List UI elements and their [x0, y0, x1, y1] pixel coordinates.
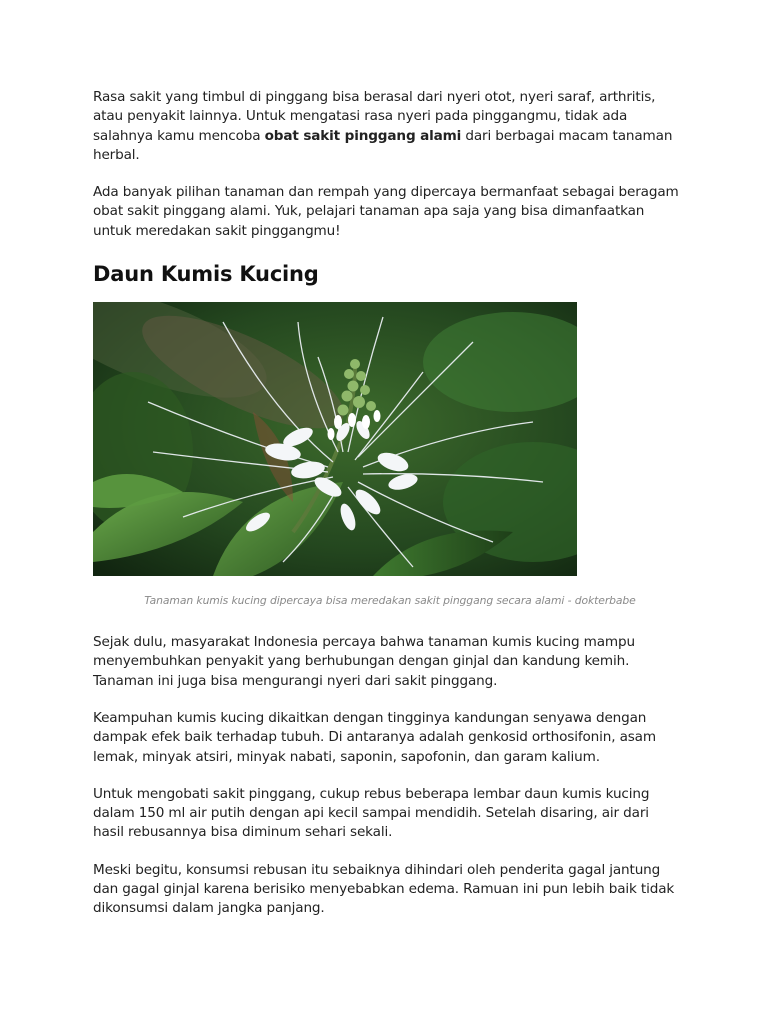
intro-paragraph-2: Ada banyak pilihan tanaman dan rempah yang dipercaya bermanfaat sebagai beragam obat sakit pinggang alami. Yuk, pelajari tanaman apa saja yang bisa dimanfaatkan untuk meredakan sakit pinggangmu! [93, 184, 679, 239]
intro-text-end: dari berbagai macam tanaman herbal. [93, 127, 673, 163]
flower-illustration [93, 302, 577, 576]
content-paragraph-4: Meski begitu, konsumsi rebusan itu sebaiknya dihindari oleh penderita gagal jantung dan gagal ginjal karena berisiko menyebabkan edema. Ramuan ini pun lebih baik tidak dikonsumsi dalam jangka panjang. [93, 861, 675, 917]
article-body [93, 88, 683, 937]
content-paragraph-3: Untuk mengobati sakit pinggang, cukup rebus beberapa lembar daun kumis kucing dalam 150 ml air putih dengan api kecil sampai mendidih. Setelah disaring, air dari hasil rebusannya bisa diminum sehari sekali. [93, 785, 650, 841]
content-paragraph-1: Sejak dulu, masyarakat Indonesia percaya bahwa tanaman kumis kucing mampu menyembuhkan penyakit yang berhubungan dengan ginjal dan kandung kemih. Tanaman ini juga bisa mengurangi nyeri dari sakit pinggang. [93, 634, 635, 689]
section-heading: Daun Kumis Kucing [93, 262, 319, 287]
content-paragraph-2: Keampuhan kumis kucing dikaitkan dengan tingginya kandungan senyawa dengan dampak efek baik terhadap tubuh. Di antaranya adalah genkosid orthosifonin, asam lemak, minyak atsiri, minyak nabati, saponin, sapofonin, dan garam kalium. [93, 709, 656, 765]
highlight-link-text: obat sakit pinggang alami [264, 127, 462, 144]
intro-text-start: Rasa sakit yang timbul di pinggang bisa berasal dari nyeri otot, nyeri saraf, arthritis, atau penyakit lainnya. Untuk mengatasi rasa nyeri pada pinggangmu, tidak ada salahnya kamu mencoba [93, 89, 656, 144]
kumis-kucing-photo [93, 302, 577, 576]
image-caption: Tanaman kumis kucing dipercaya bisa meredakan sakit pinggang secara alami - dokterbabe [144, 594, 636, 608]
intro-paragraph-1 [93, 88, 683, 165]
